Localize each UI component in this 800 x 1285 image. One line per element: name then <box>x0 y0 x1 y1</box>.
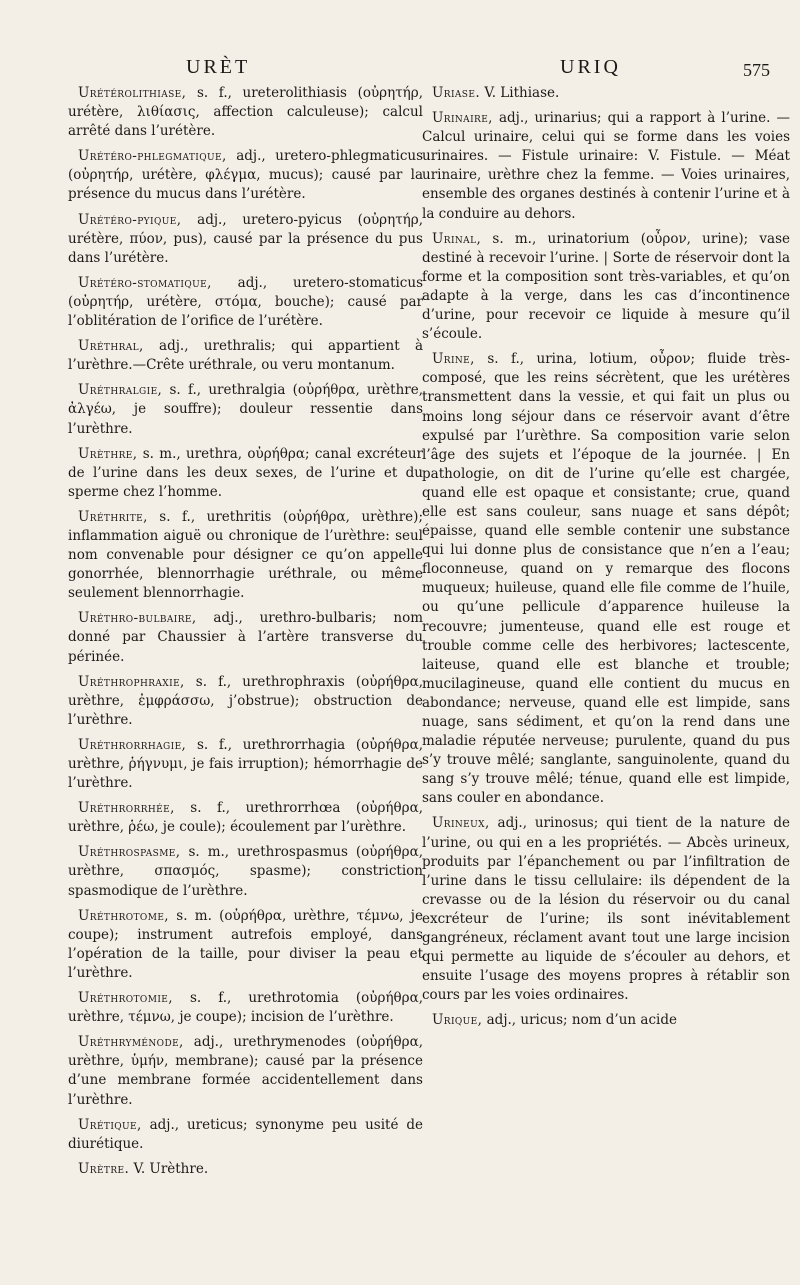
entry-headword: Urètre. <box>78 1160 130 1177</box>
entry-definition: s. f., urethrorrhœa (οὐρήθρα, urèthre, ῥέω, je coule); écoulement par l’urèthre. <box>68 800 423 836</box>
dictionary-entry <box>422 109 790 224</box>
dictionary-entry <box>68 843 423 900</box>
entry-definition: adj., uretero-phlegmaticus (οὐρητήρ, urétère, φλέγμα, mucus); causé par la présence du mucus dans l’urétère. <box>68 148 423 203</box>
page-number: 575 <box>743 60 770 80</box>
entry-headword: Urétérolithiase, <box>78 85 187 101</box>
entry-definition: adj., urinosus; qui tient de la nature de l’urine, ou qui en a les propriétés. — Abcès urineux, produits par l’épanchement ou par l’infiltration de l’urine dans le tissu cellulaire: ils dépendent de la crevasse ou de la lésion du réservoir ou du canal excréteur de l’urine; ils sont inévitablement gangréneux, réclament avant tout une large incision qui permette au liquide de s’écouler au dehors, et ensuite l’usage des moyens propres à rétablir son cours par les voies ordinaires. <box>422 815 790 1004</box>
dictionary-entry <box>422 230 790 345</box>
dictionary-entry <box>68 211 423 268</box>
running-head-right: URIQ <box>560 56 621 78</box>
entry-definition: s. f., urethrorrhagia (οὐρήθρα, urèthre, ῥήγνυμι, je fais irruption); hémorrhagie de l’urèthre. <box>68 736 423 792</box>
dictionary-entry <box>68 1160 423 1179</box>
dictionary-entry <box>68 508 423 603</box>
entry-headword: Urétéro-phlegmatique, <box>78 148 227 165</box>
entry-definition: adj., urethralis; qui appartient à l’urèthre.—Crête uréthrale, ou veru montanum. <box>68 338 423 374</box>
entry-definition: adj., uricus; nom d’un acide <box>482 1012 677 1029</box>
entry-definition: s. m., urethrospasmus (οὐρήθρα, urèthre, σπασμός, spasme); constriction spasmodique de l’urèthre. <box>68 844 423 899</box>
entry-headword: Uréthral, <box>78 338 144 355</box>
entry-headword: Urique, <box>432 1012 483 1029</box>
entry-definition: adj., ureticus; synonyme peu usité de diurétique. <box>68 1116 423 1152</box>
entry-headword: Urineux, <box>432 815 490 832</box>
entry-definition: s. m., urinatorium (οὖρον, urine); vase destiné à recevoir l’urine. | Sorte de réservoir dont la forme et la composition sont très-variables, et qu’on adapte à la verge, dans les cas d’incontinence d’urine, pour recevoir ce liquide à mesure qu’il s’écoule. <box>422 230 790 343</box>
entry-headword: Uréthro-bulbaire, <box>78 610 197 627</box>
entry-definition: s. f., urethrotomia (οὐρήθρα, urèthre, τέμνω, je coupe); incision de l’urèthre. <box>68 990 423 1026</box>
entry-headword: Urétique, <box>78 1116 142 1133</box>
dictionary-entry <box>68 989 423 1027</box>
entry-headword: Uréthrite, <box>78 508 148 525</box>
entry-headword: Urétéro-pyique, <box>78 211 182 228</box>
entry-definition: adj., uretero-pyicus (οὐρητήρ, urétère, πύον, pus), causé par la présence du pus dans l’urétère. <box>68 211 423 266</box>
entry-headword: Urèthre, <box>78 445 138 462</box>
dictionary-entry <box>68 445 423 502</box>
entry-definition: s. m. (οὐρήθρα, urèthre, τέμνω, je coupe); instrument autrefois employé, dans l’opération de la taille, pour diviser la peau et l’urèthre. <box>68 907 423 981</box>
entry-headword: Uréthralgie, <box>78 382 163 399</box>
dictionary-entry <box>68 381 423 438</box>
entry-definition: s. m., urethra, οὐρήθρα; canal excréteur de l’urine dans les deux sexes, de l’urine et du sperme chez l’homme. <box>68 445 423 500</box>
entry-headword: Urinaire, <box>432 110 493 127</box>
dictionary-entry <box>68 736 423 793</box>
entry-definition: adj., urinarius; qui a rapport à l’urine. — Calcul urinaire, celui qui se forme dans les voies urinaires. — Fistule urinaire: V. Fistule. — Méat urinaire, urèthre chez la femme. — Voies urinaires, ensemble des organes destinés à contenir l’urine et à la conduire au dehors. <box>422 110 790 222</box>
dictionary-entry <box>68 147 423 204</box>
entry-headword: Uréthrorrhagie, <box>78 736 187 753</box>
entry-definition: V. Urèthre. <box>129 1160 209 1177</box>
entry-definition: V. Lithiase. <box>480 85 560 101</box>
entry-definition: s. f., urethritis (οὐρήθρα, urèthre); inflammation aiguë ou chronique de l’urèthre: seul nom convenable pour désigner ce qu’on appelle gonorrhée, blennorrhagie uréthrale, ou même seulement blennorrhagie. <box>68 508 423 602</box>
entry-definition: adj., urethrymenodes (οὐρήθρα, urèthre, ὑμήν, membrane); causé par la présence d’une membrane formée accidentellement dans l’urèthre. <box>68 1034 423 1108</box>
dictionary-entry <box>68 274 423 331</box>
entry-headword: Uréthrotome, <box>78 907 169 924</box>
dictionary-entry <box>68 673 423 730</box>
right-column <box>422 84 790 1031</box>
dictionary-entry <box>422 84 790 103</box>
dictionary-entry <box>422 350 790 808</box>
dictionary-entry <box>422 814 790 1005</box>
dictionary-entry <box>68 1033 423 1109</box>
entry-definition: s. f., urina, lotium, οὖρον; fluide très-composé, que les reins sécrètent, que les urétères transmettent dans la vessie, et qui fait un plus ou moins long séjour dans ce réservoir avant d’être expulsé par l’urèthre. Sa composition varie selon l’âge des sujets et l’époque de la journée. | En pathologie, on dit de l’urine qu’elle est chargée, quand elle est opaque et consistante; crue, quand elle est sans couleur, sans nuage et sans dépôt; épaisse, quand elle semble contenir une substance qui lui donne plus de consistance que n’en a l’eau; floconneuse, quand on y remarque des flocons muqueux; huileuse, quand elle file comme de l’huile, ou qu’une pellicule d’apparence huileuse la recouvre; jumenteuse, quand elle est rouge et trouble comme celle des herbivores; lactescente, laiteuse, quand elle est blanche et trouble; mucilagineuse, quand elle contient du mucus en abondance; nerveuse, quand elle est limpide, sans nuage, sans sédiment, et qu’on la rend dans une maladie réputée nerveuse; purulente, quand du pus s’y trouve mêlé; sanglante, sanguinolente, quand du sang s’y trouve mêlé; ténue, quand elle est limpide, sans couler en abondance. <box>422 351 790 807</box>
dictionary-entry <box>68 907 423 983</box>
entry-headword: Uréthrotomie, <box>78 990 173 1007</box>
dictionary-entry <box>68 609 423 666</box>
dictionary-entry <box>422 1011 790 1030</box>
left-column <box>68 84 423 1179</box>
dictionary-entry <box>68 84 423 141</box>
entry-headword: Uréthrospasme, <box>78 844 181 861</box>
entry-headword: Uréthrorrhée, <box>78 800 175 817</box>
entry-definition: s. f., ureterolithiasis (οὐρητήρ, urétère, λιθίασις, affection calculeuse); calcul arrêté dans l’urétère. <box>68 85 423 140</box>
entry-headword: Urinal, <box>432 230 482 247</box>
entry-definition: s. f., urethralgia (οὐρήθρα, urèthre, ἀλγέω, je souffre); douleur ressentie dans l’urèthre. <box>68 382 423 437</box>
dictionary-entry <box>68 1116 423 1154</box>
entry-headword: Uréthryménode, <box>78 1034 184 1051</box>
dictionary-entry <box>68 337 423 375</box>
entry-definition: adj., urethro-bulbaris; nom donné par Chaussier à l’artère transverse du périnée. <box>68 610 423 665</box>
dictionary-entry <box>68 799 423 837</box>
entry-definition: adj., uretero-stomaticus (οὐρητήρ, urétère, στόμα, bouche); causé par l’oblitération de l’orifice de l’urétère. <box>68 274 423 330</box>
entry-definition: s. f., urethrophraxis (οὐρήθρα, urèthre, ἐμφράσσω, j’obstrue); obstruction de l’urèthre. <box>68 673 423 728</box>
running-head-left: URÈT <box>186 56 251 78</box>
entry-headword: Urétéro-stomatique, <box>78 274 212 291</box>
entry-headword: Uréthrophraxie, <box>78 673 185 690</box>
entry-headword: Urine, <box>432 351 475 368</box>
entry-headword: Uriase. <box>432 85 481 101</box>
